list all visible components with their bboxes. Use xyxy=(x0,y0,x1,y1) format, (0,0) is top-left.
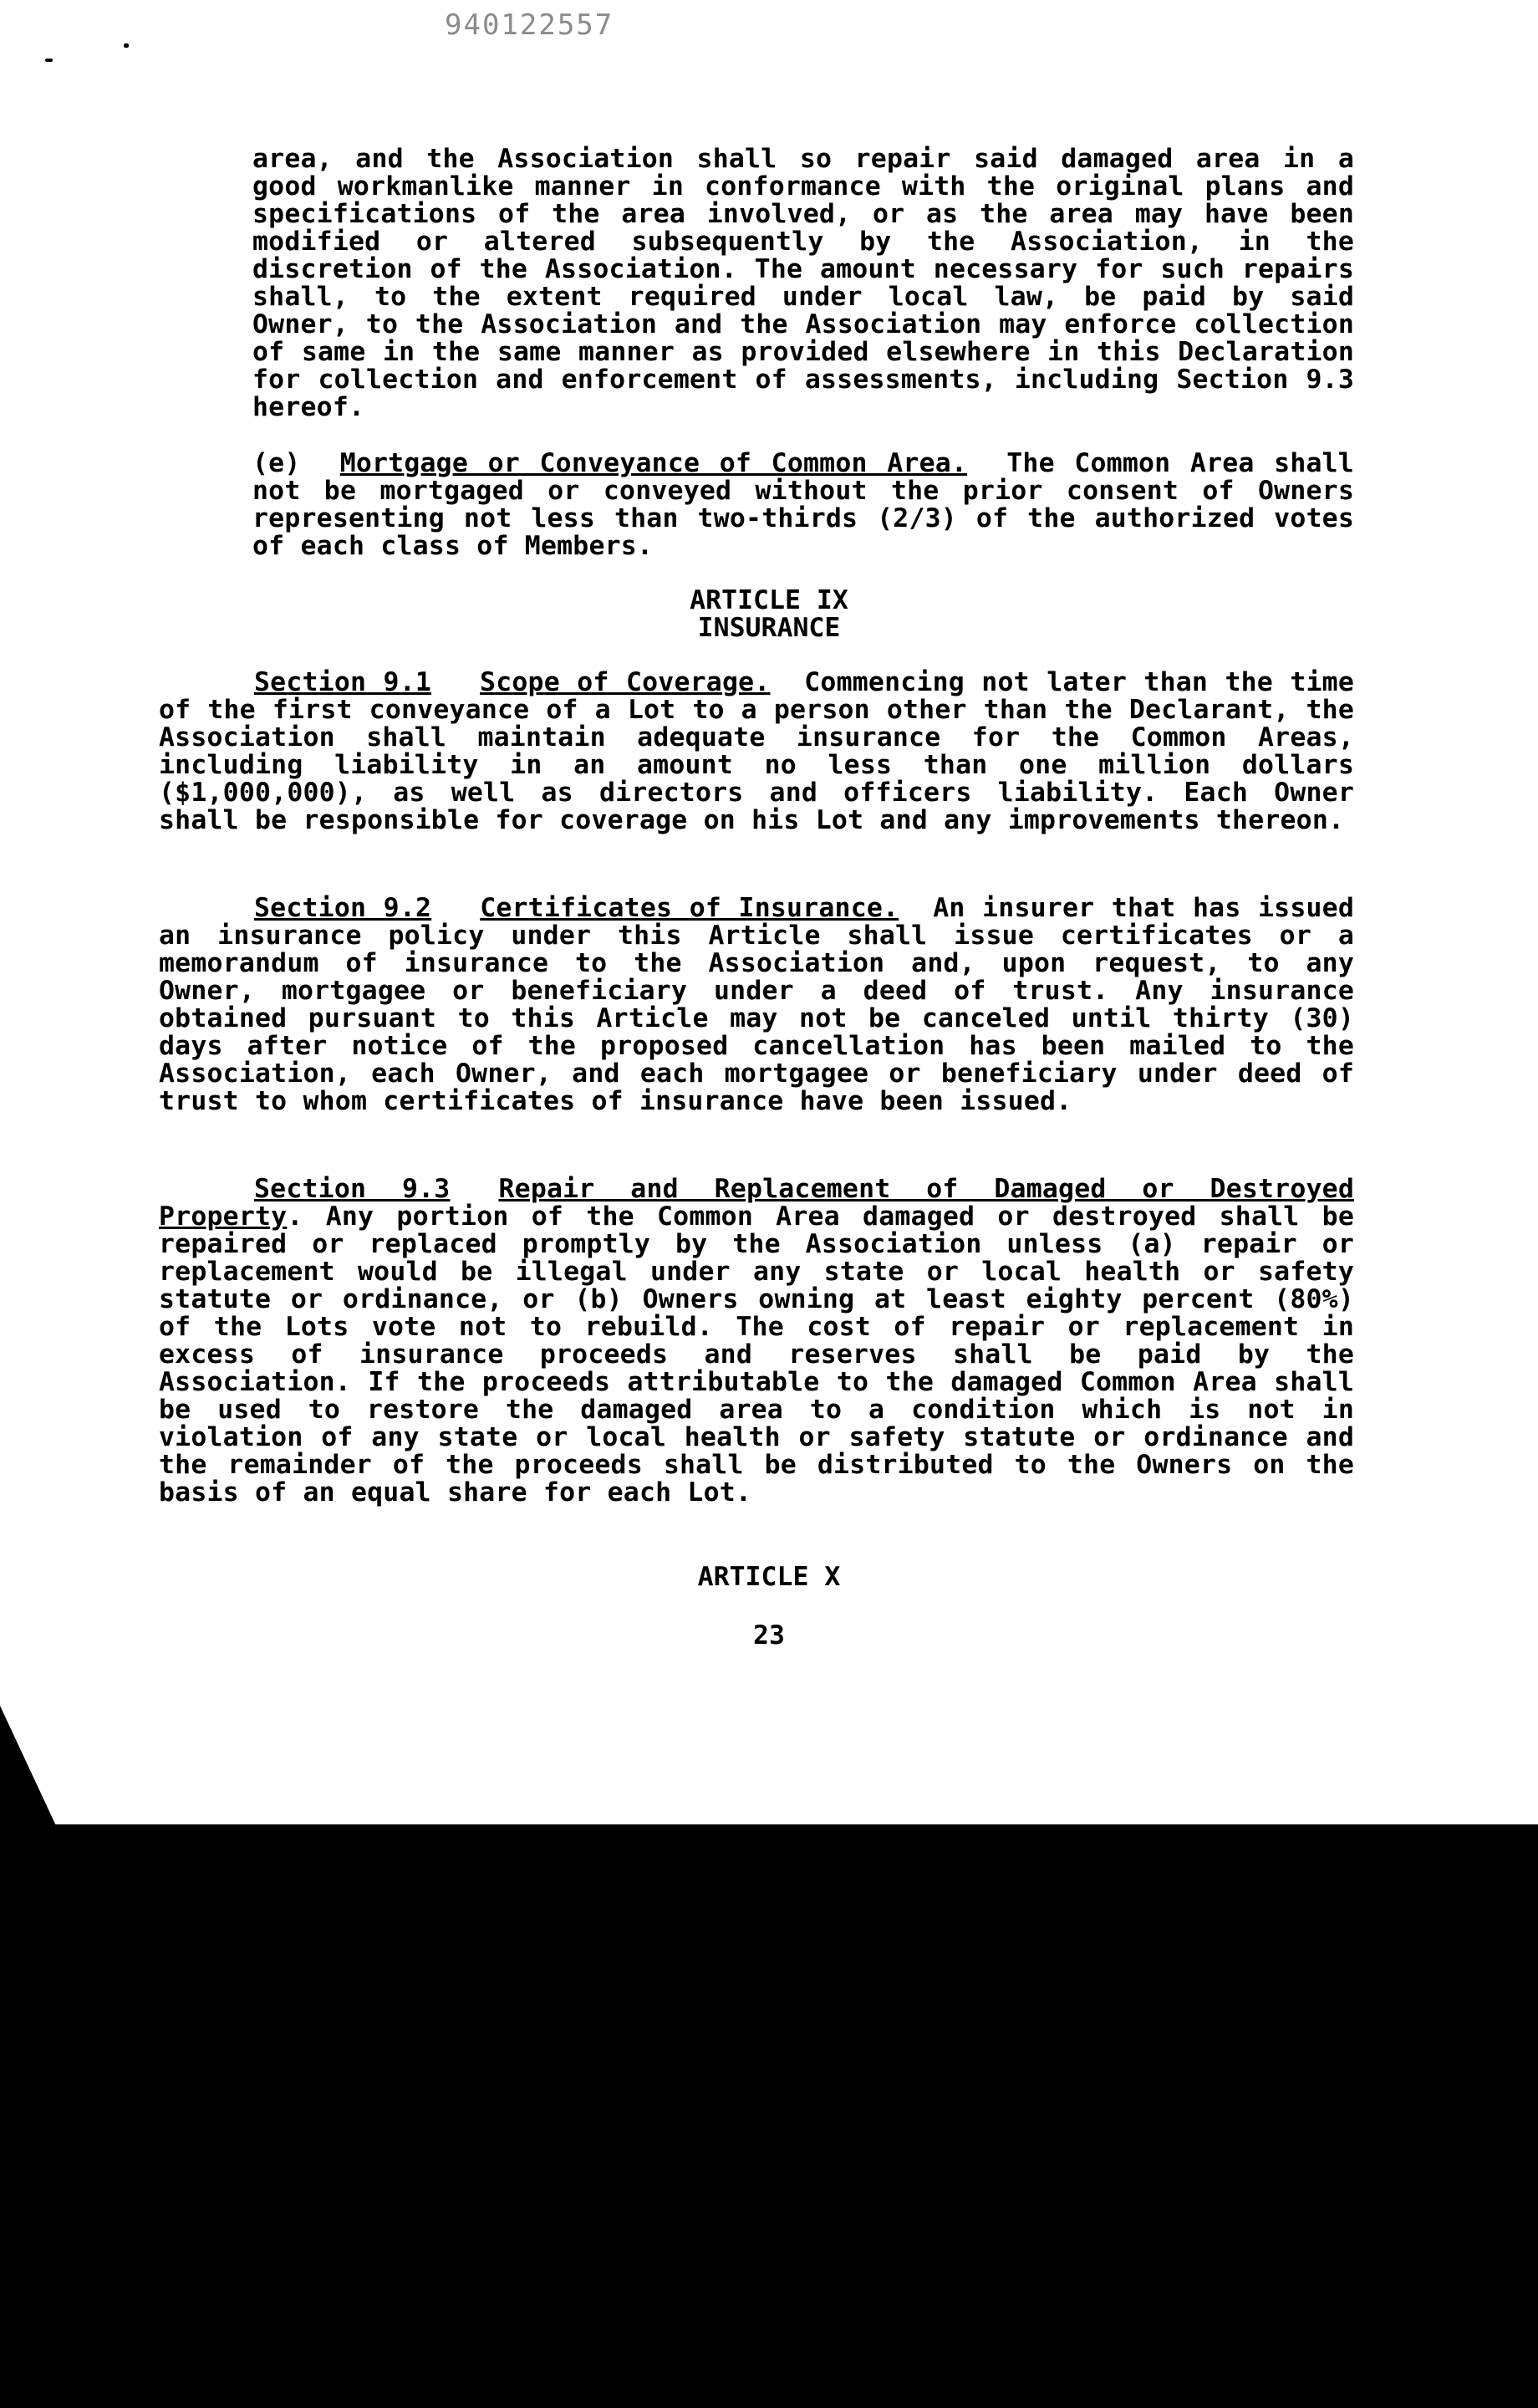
section-9-2-text: An insurer that has issued an insurance policy under this Article shall issue certificates or a memorandum of insurance to the Association and, upon request, to any Owner, mortgagee or beneficiary under a deed of trust. Any insurance obtained pursuant to this Article may not be canceled until thirty (30) days after notice of the proposed cancellation has been mailed to the Association, each Owner, and each mortgagee or beneficiary under deed of trust to whom certificates of insurance have been issued. xyxy=(159,893,1355,1116)
paragraph-e-label: (e) xyxy=(252,448,301,478)
section-9-3-number: Section 9.3 xyxy=(254,1174,451,1204)
section-9-1-title: Scope of Coverage. xyxy=(480,667,771,697)
section-9-2 xyxy=(159,895,1354,1115)
article-ix-title: INSURANCE xyxy=(697,613,841,643)
scan-background xyxy=(0,1824,1538,2408)
section-9-3 xyxy=(159,1176,1354,1507)
paragraph-text: area, and the Association shall so repair said damaged area in a good workmanlike manner in conformance with the original plans and specifications of the area involved, or as the area may have been modified or altered subsequently by the Association, in the discretion of the Association. The amount necessary for such repairs shall, to the extent required under local law, be paid by said Owner, to the Association and the Association may enforce collection of same in the same manner as provided elsewhere in this Declaration for collection and enforcement of assessments, including Section 9.3 hereof. xyxy=(252,144,1354,422)
document-number: 940122557 xyxy=(445,8,614,42)
scan-speck xyxy=(124,43,129,48)
scan-speck xyxy=(45,59,53,62)
section-9-3-text: . Any portion of the Common Area damaged or destroyed shall be repaired or replaced promptly by the Association unless (a) repair or replacement would be illegal under any state or local health or safety statute or ordinance, or (b) Owners owning at least eighty percent (80%) of the Lots vote not to rebuild. The cost of repair or replacement in excess of insurance proceeds and reserves shall be paid by the Association. If the proceeds attributable to the damaged Common Area shall be used to restore the damaged area to a condition which is not in violation of any state or local health or safety statute or ordinance and the remainder of the proceeds shall be distributed to the Owners on the basis of an equal share for each Lot. xyxy=(159,1201,1354,1508)
page-number: 23 xyxy=(753,1620,785,1650)
article-ix-number: ARTICLE IX xyxy=(690,585,848,615)
section-9-2-number: Section 9.2 xyxy=(254,893,432,923)
paragraph-e xyxy=(252,450,1354,560)
paragraph-e-title: Mortgage or Conveyance of Common Area. xyxy=(339,448,968,478)
section-9-3-title: Repair and Replacement of Damaged or Destroyed Property xyxy=(159,1174,1355,1232)
paragraph-continuation xyxy=(252,145,1354,421)
article-x-number: ARTICLE X xyxy=(697,1562,841,1592)
paragraph-e-text: The Common Area shall not be mortgaged or conveyed without the prior consent of Owners representing not less than two-thirds (2/3) of the authorized votes of each class of Members. xyxy=(252,448,1354,561)
section-9-1-number: Section 9.1 xyxy=(254,667,432,697)
section-9-1-text: Commencing not later than the time of the first conveyance of a Lot to a person other than the Declarant, the Association shall maintain adequate insurance for the Common Areas, including liability in an amount no less than one million dollars ($1,000,000), as well as directors and officers liability. Each Owner shall be responsible for coverage on his Lot and any improvements thereon. xyxy=(159,667,1354,835)
section-9-2-title: Certificates of Insurance. xyxy=(480,893,899,923)
scan-corner-shadow xyxy=(0,1706,59,1824)
section-9-1 xyxy=(159,669,1354,834)
